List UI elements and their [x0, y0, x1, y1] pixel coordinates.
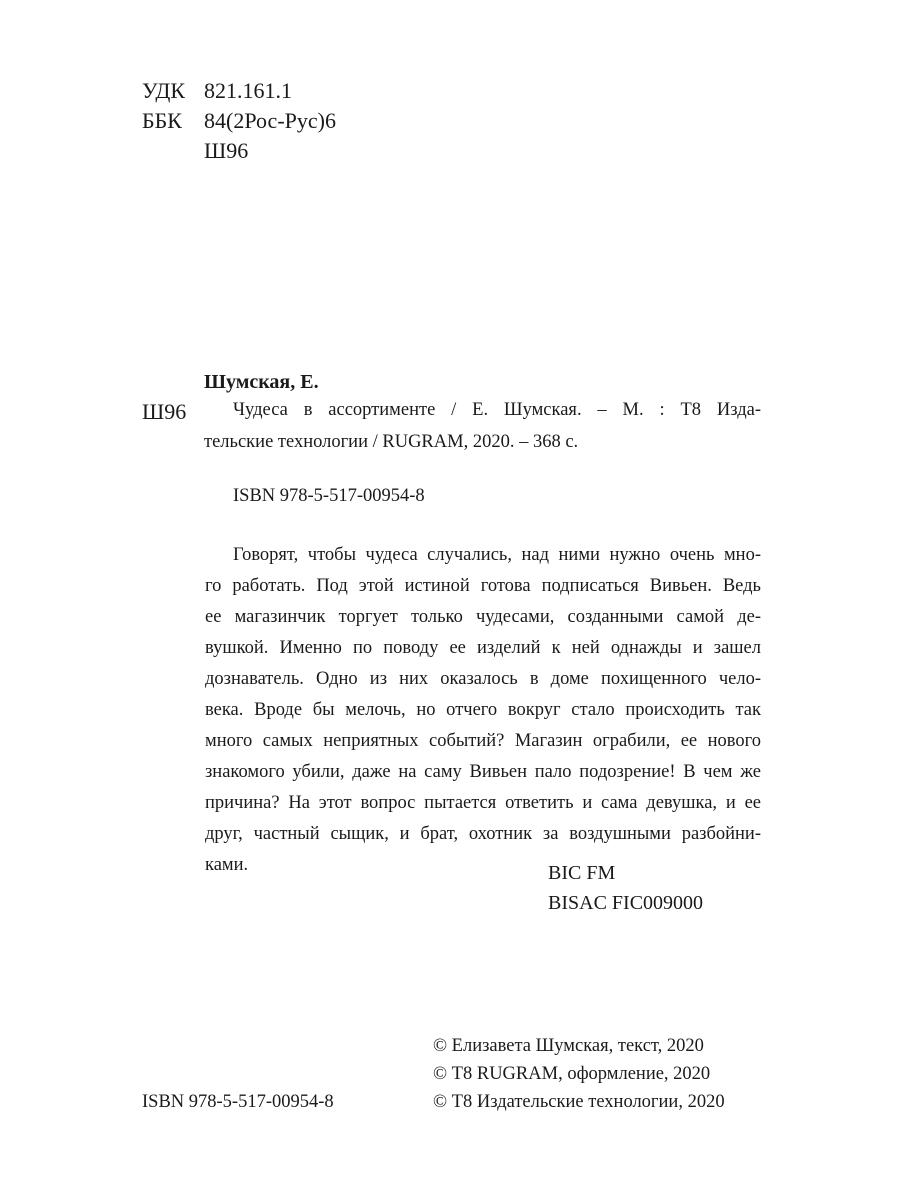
udk-label: УДК [142, 78, 186, 103]
annotation-line: ее магазинчик торгует только чудесами, созданными самой де- [205, 607, 761, 627]
annotation-line: друг, частный сыщик, и брат, охотник за воздушными разбойни- [205, 824, 761, 844]
bbk-label: ББК [142, 108, 182, 133]
bib-line-2: тельские технологии / RUGRAM, 2020. – 368 с. [204, 432, 579, 452]
annotation-line: ками. [205, 855, 249, 875]
bbk-row [142, 110, 336, 132]
udk-value: 821.161.1 [204, 78, 292, 103]
annotation-line: го работать. Под этой истиной готова подписаться Вивьен. Ведь [205, 576, 761, 596]
annotation-line: вушкой. Именно по поводу ее изделий к ней однажды и зашел [205, 638, 761, 658]
annotation-line: Говорят, чтобы чудеса случались, над ними нужно очень мно- [233, 545, 761, 565]
bic-code: BIC FM [548, 862, 616, 884]
copyright-line: © Т8 RUGRAM, оформление, 2020 [433, 1064, 711, 1084]
annotation-line: знакомого убили, даже на саму Вивьен пало подозрение! В чем же [205, 762, 761, 782]
bib-isbn: ISBN 978-5-517-00954-8 [233, 486, 425, 506]
annotation-line: много самых неприятных событий? Магазин ограбили, ее нового [205, 731, 761, 751]
copyright-line: © Т8 Издательские технологии, 2020 [433, 1092, 725, 1112]
bisac-code: BISAC FIC009000 [548, 892, 704, 914]
footer-isbn: ISBN 978-5-517-00954-8 [142, 1092, 334, 1112]
udk-row [142, 80, 292, 102]
author-mark: Ш96 [204, 138, 249, 163]
copyright-line: © Елизавета Шумская, текст, 2020 [433, 1036, 704, 1056]
annotation-line: века. Вроде бы мелочь, но отчего вокруг стало происходить так [205, 700, 761, 720]
annotation-line: причина? На этот вопрос пытается ответить и сама девушка, и ее [205, 793, 761, 813]
annotation-line: дознаватель. Одно из них оказалось в доме похищенного чело- [205, 669, 761, 689]
bbk-value: 84(2Рос-Рус)6 [204, 108, 336, 133]
bib-author: Шумская, Е. [204, 371, 319, 393]
bib-line-1: Чудеса в ассортименте / Е. Шумская. – М. : Т8 Изда- [233, 400, 761, 420]
bib-author-mark: Ш96 [142, 399, 187, 424]
